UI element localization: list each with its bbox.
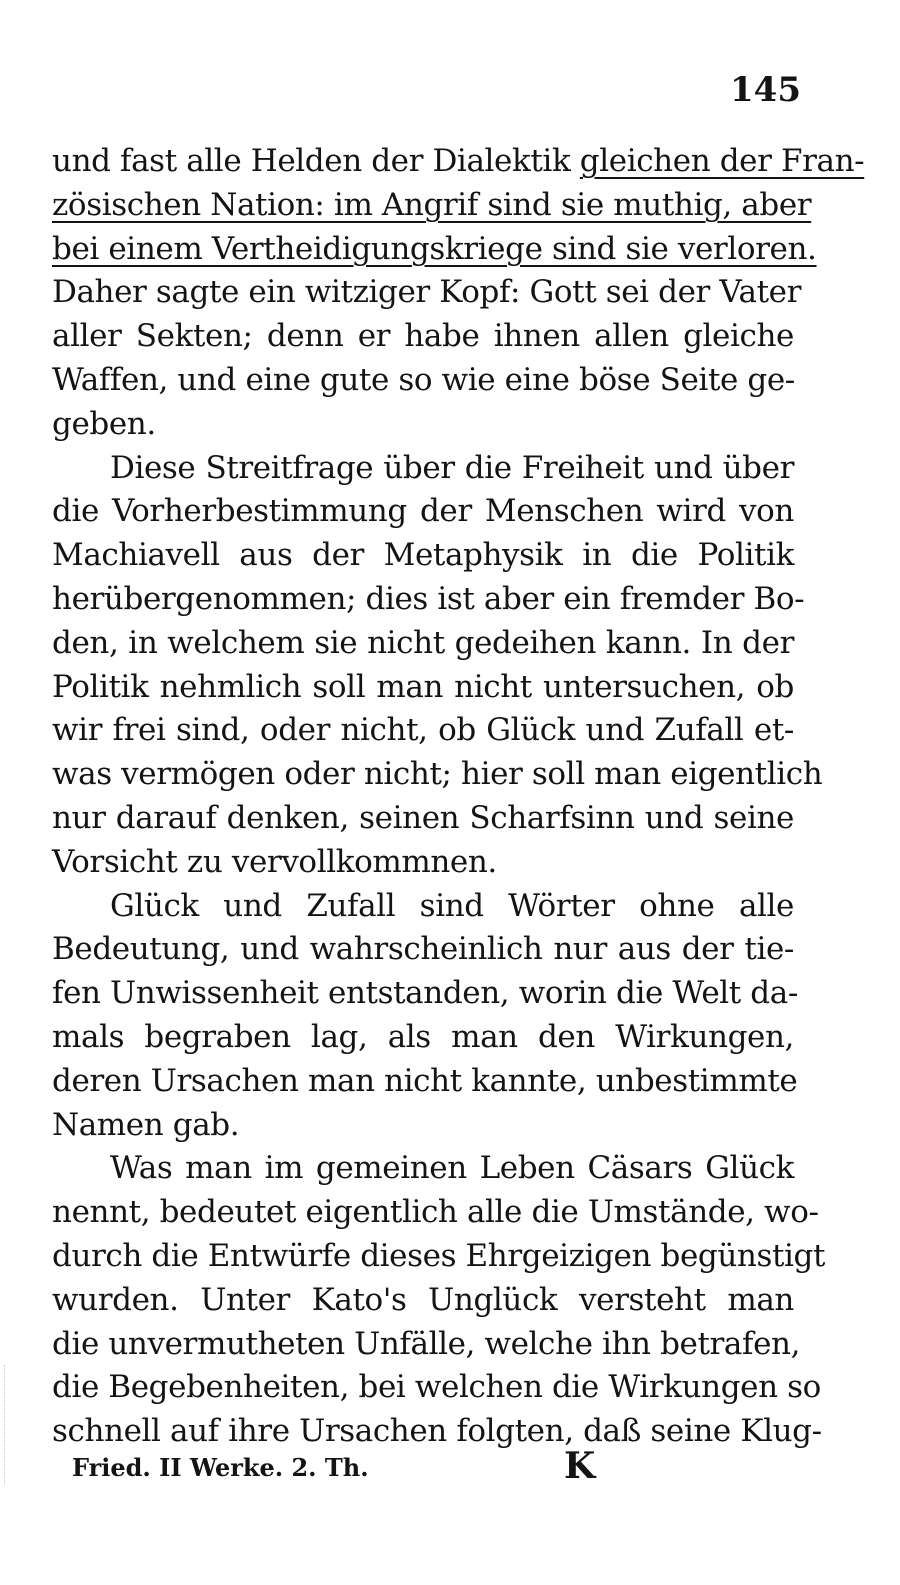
text-line: die unvermutheten Unfälle, welche ihn betrafen,: [52, 1325, 801, 1362]
text-line: schnell auf ihre Ursachen folgten, daß seine Klug-: [52, 1413, 822, 1450]
text-line: durch die Entwürfe dieses Ehrgeizigen begünstigt: [52, 1237, 826, 1274]
text-line: fen Unwissenheit entstanden, worin die Welt da-: [52, 975, 798, 1012]
text-line: nur darauf denken, seinen Scharfsinn und seine: [52, 799, 794, 836]
text-line: geben.: [52, 405, 156, 442]
text-line: deren Ursachen man nicht kannte, unbestimmte: [52, 1062, 798, 1099]
text-line: wurden. Unter Kato's Unglück versteht man: [52, 1281, 794, 1318]
footer-signature-note: Fried. II Werke. 2. Th.: [72, 1453, 369, 1482]
text-line: zösischen Nation: im Angrif sind sie muthig, aber: [52, 186, 812, 223]
text-line: Was man im gemeinen Leben Cäsars Glück: [110, 1150, 794, 1187]
text-line: Vorsicht zu vervollkommnen.: [52, 843, 497, 880]
page-footer: [72, 1445, 632, 1488]
printer-signature-mark: K: [564, 1445, 596, 1487]
text-line: nennt, bedeutet eigentlich alle die Umstände, wo-: [52, 1194, 819, 1231]
text-line: bei einem Vertheidigungskriege sind sie verloren.: [52, 230, 817, 267]
text-line: mals begraben lag, als man den Wirkungen,: [52, 1018, 794, 1055]
text-line: Diese Streitfrage über die Freiheit und über: [110, 449, 794, 486]
paragraph-3: [52, 885, 798, 1148]
text-line: [52, 140, 865, 184]
body-text: [52, 140, 865, 1454]
page-number: 145: [730, 70, 801, 110]
paragraph-1: [52, 140, 865, 447]
text-line: herübergenommen; dies ist aber ein fremder Bo-: [52, 580, 805, 617]
paragraph-4: [52, 1147, 826, 1454]
text-line: Machiavell aus der Metaphysik in die Politik: [52, 537, 794, 574]
paragraph-2: [52, 447, 823, 885]
text-line: Politik nehmlich soll man nicht untersuchen, ob: [52, 668, 794, 705]
text-line: Namen gab.: [52, 1106, 240, 1143]
text-line: aller Sekten; denn er habe ihnen allen gleiche: [52, 318, 794, 355]
text-line: wir frei sind, oder nicht, ob Glück und Zufall et-: [52, 712, 794, 749]
text-line-plain-part: und fast alle Helden der Dialektik: [52, 143, 580, 179]
text-line: die Vorherbestimmung der Menschen wird von: [52, 493, 794, 530]
margin-dotted-line: [4, 1365, 7, 1485]
text-line: Bedeutung, und wahrscheinlich nur aus der tie-: [52, 931, 794, 968]
text-line: Waffen, und eine gute so wie eine böse Seite ge-: [52, 361, 795, 398]
text-line: die Begebenheiten, bei welchen die Wirkungen so: [52, 1369, 821, 1406]
text-line: was vermögen oder nicht; hier soll man eigentlich: [52, 756, 823, 793]
underlined-phrase: gleichen der Fran-: [579, 143, 865, 179]
text-line: Daher sagte ein witziger Kopf: Gott sei der Vater: [52, 274, 802, 311]
text-line: Glück und Zufall sind Wörter ohne alle: [110, 887, 794, 924]
text-line: den, in welchem sie nicht gedeihen kann. In der: [52, 624, 794, 661]
